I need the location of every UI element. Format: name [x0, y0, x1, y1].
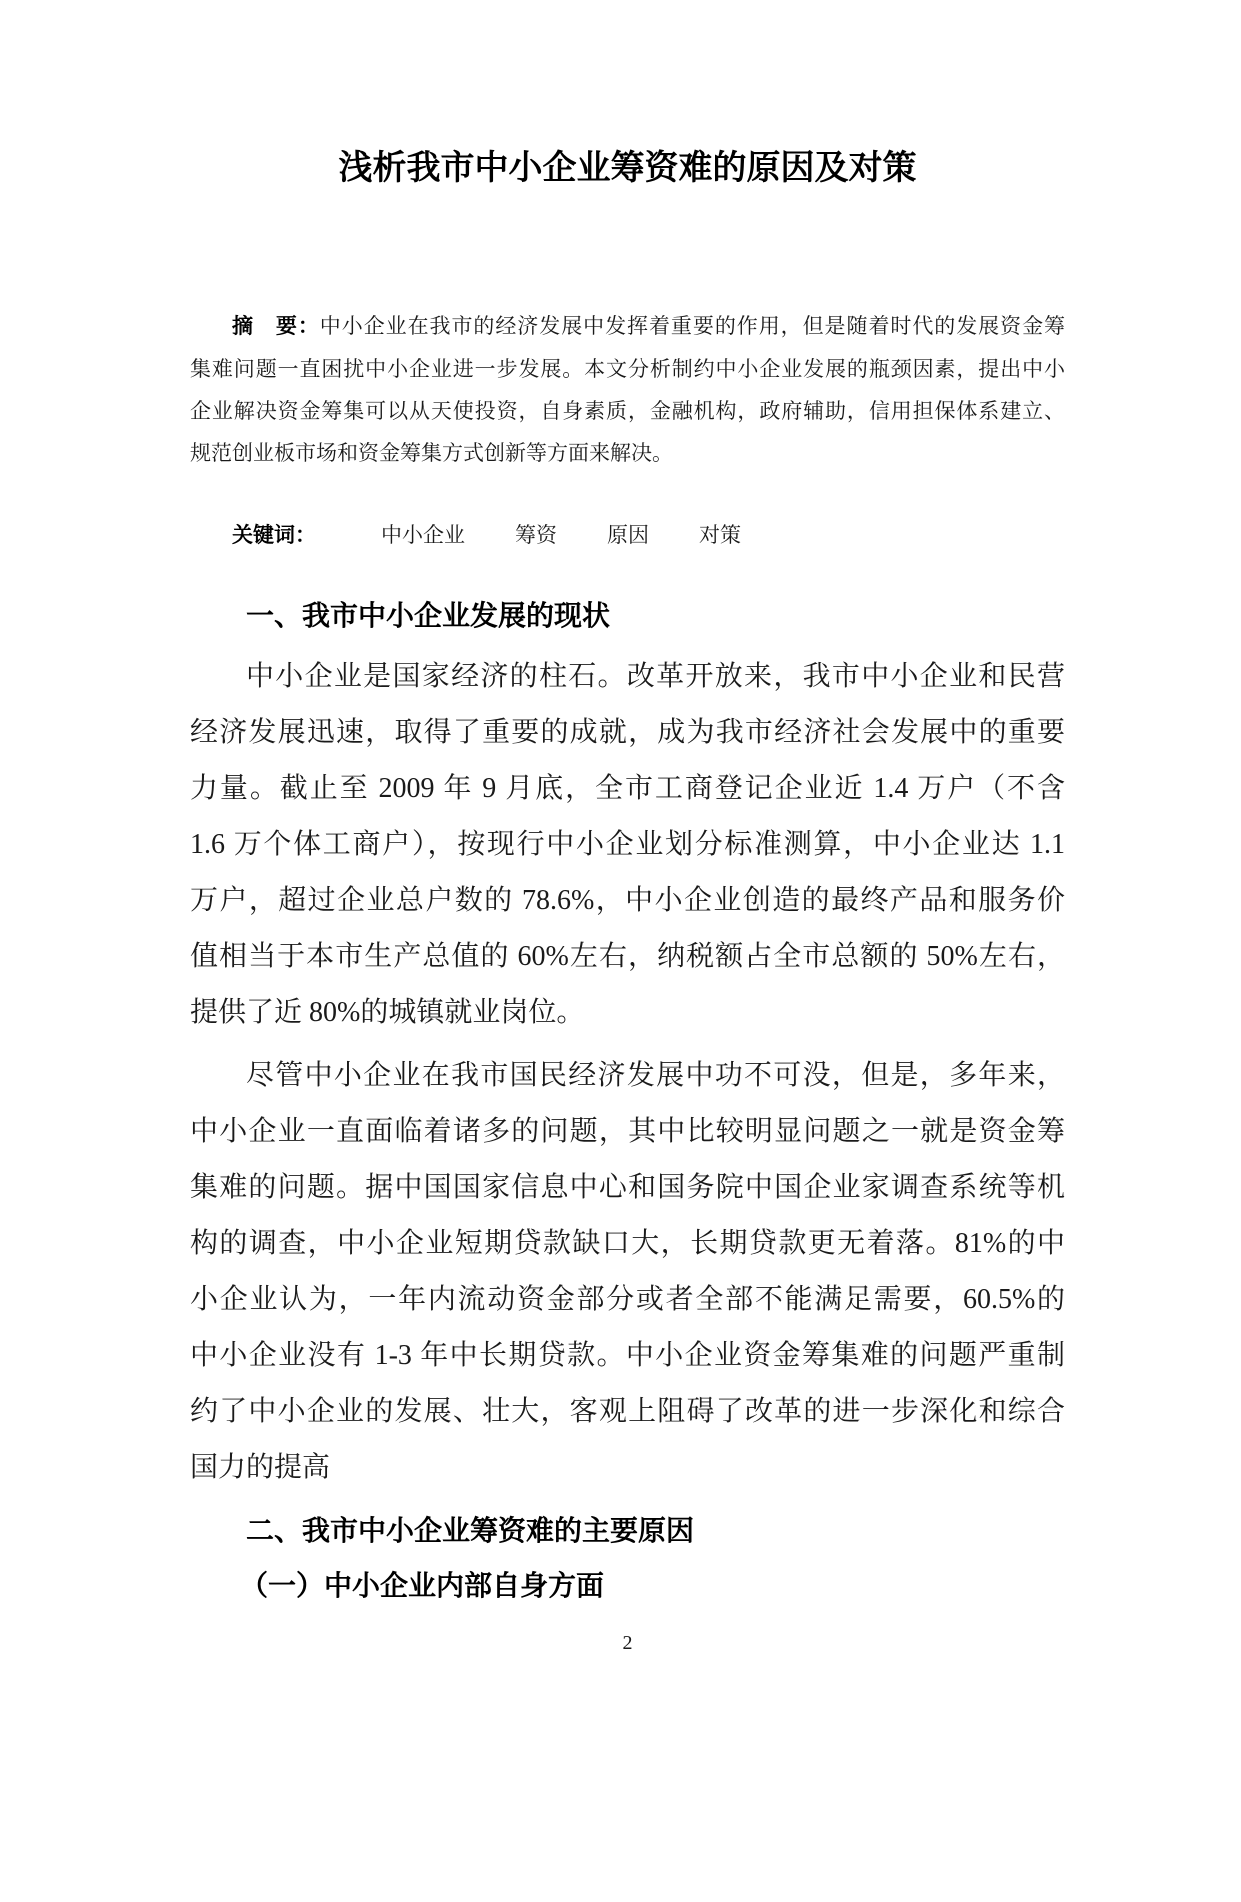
text-line: 规范创业板市场和资金筹集方式创新等方面来解决。	[190, 441, 673, 465]
text-line: 集难的问题。据中国国家信息中心和国务院中国企业家调查系统等机	[190, 1172, 1065, 1203]
keyword-item: 对策	[699, 523, 741, 547]
abstract-paragraph	[190, 305, 1065, 474]
text-line: 中小企业一直面临着诸多的问题，其中比较明显问题之一就是资金筹	[190, 1116, 1065, 1147]
text-line: 摘 要：中小企业在我市的经济发展中发挥着重要的作用，但是随着时代的发展资金筹	[232, 314, 1066, 338]
text-line: 构的调查，中小企业短期贷款缺口大，长期贷款更无着落。81%的中	[190, 1228, 1065, 1259]
text-line: 国力的提高	[190, 1452, 331, 1483]
text-line: 集难问题一直困扰中小企业进一步发展。本文分析制约中小企业发展的瓶颈因素，提出中小	[190, 357, 1065, 381]
text-line: 尽管中小企业在我市国民经济发展中功不可没，但是，多年来，	[246, 1060, 1065, 1091]
keywords-list	[381, 523, 741, 547]
document-page	[0, 148, 1241, 1902]
text-line: 小企业认为，一年内流动资金部分或者全部不能满足需要，60.5%的	[190, 1284, 1065, 1315]
keyword-item: 筹资	[515, 523, 557, 547]
section-heading-2: 二、我市中小企业筹资难的主要原因	[246, 1515, 695, 1546]
section-heading-3: （一）中小企业内部自身方面	[240, 1570, 605, 1601]
text-line: 万户，超过企业总户数的 78.6%，中小企业创造的最终产品和服务价	[190, 885, 1065, 916]
keyword-item: 原因	[607, 523, 649, 547]
text-line: 企业解决资金筹集可以从天使投资，自身素质，金融机构，政府辅助，信用担保体系建立、	[190, 399, 1065, 423]
text-line: 中小企业是国家经济的柱石。改革开放来，我市中小企业和民营	[246, 661, 1065, 692]
abstract-label: 摘 要：	[232, 315, 320, 338]
text-line: 经济发展迅速，取得了重要的成就，成为我市经济社会发展中的重要	[190, 717, 1065, 748]
text-line: 中小企业没有 1-3 年中长期贷款。中小企业资金筹集难的问题严重制	[190, 1340, 1065, 1371]
text-line: 1.6 万个体工商户），按现行中小企业划分标准测算，中小企业达 1.1	[190, 829, 1065, 860]
text-line: 力量。截止至 2009 年 9 月底，全市工商登记企业近 1.4 万户（不含	[190, 773, 1065, 804]
section-heading-1: 一、我市中小企业发展的现状	[246, 600, 611, 631]
keyword-item: 中小企业	[381, 523, 465, 547]
keywords-label: 关键词：	[232, 524, 316, 547]
text-line: 提供了近 80%的城镇就业岗位。	[190, 997, 585, 1028]
keywords-line	[190, 514, 1065, 557]
text-line: 约了中小企业的发展、壮大，客观上阻碍了改革的进一步深化和综合	[190, 1396, 1065, 1427]
document-title: 浅析我市中小企业筹资难的原因及对策	[338, 149, 917, 187]
page-number: 2	[622, 1632, 633, 1654]
body-paragraph-2	[190, 1048, 1065, 1496]
text-line: 值相当于本市生产总值的 60%左右，纳税额占全市总额的 50%左右，	[190, 941, 1065, 972]
body-paragraph-1	[190, 649, 1065, 1041]
